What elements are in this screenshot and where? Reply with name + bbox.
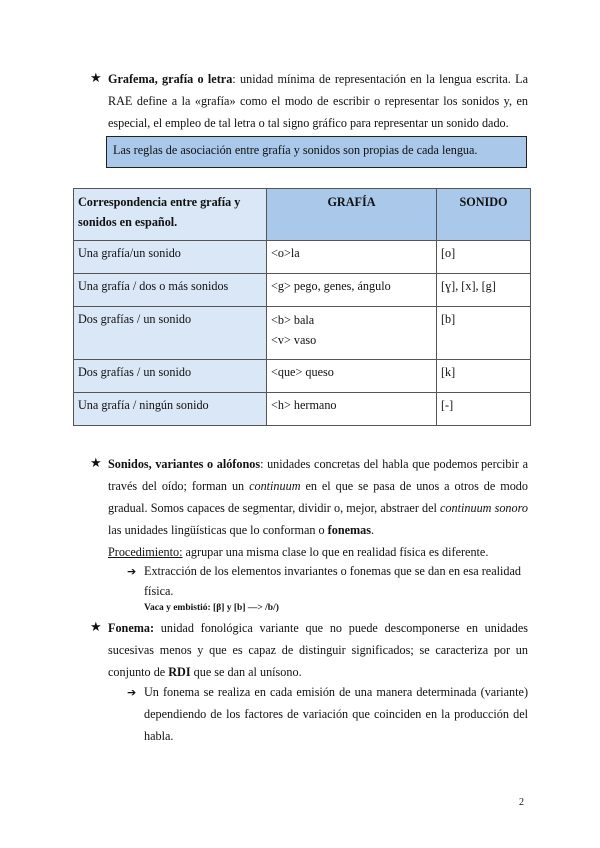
section3-line3: [108, 665, 302, 680]
section2-text2a: través del oído; forman un: [108, 479, 250, 493]
table-header-row: [74, 189, 531, 241]
table-row: [74, 393, 531, 426]
row-sonido: [o]: [437, 241, 531, 274]
term-sonidos: Sonidos, variantes o alófonos: [108, 457, 261, 471]
row-label: Una grafía / ningún sonido: [74, 393, 267, 426]
section2-text4a: las unidades lingüísticas que lo conforman o: [108, 523, 328, 537]
row-grafia: [267, 307, 437, 360]
section2-sub2: física.: [144, 584, 174, 598]
section2-line4: [108, 523, 374, 538]
highlight-text: Las reglas de asociación entre grafía y sonidos son propias de cada lengua.: [113, 143, 478, 157]
highlight-box: [106, 136, 527, 168]
section1-line3: especial, el empleo de tal letra o tal signo gráfico para representar un sonido dado.: [108, 116, 509, 130]
row-grafia: <h> hermano: [267, 393, 437, 426]
row-grafia: <g> pego, genes, ángulo: [267, 274, 437, 307]
grafia-b: <b> bala: [271, 313, 315, 327]
star-bullet-icon: ★: [90, 70, 102, 85]
procedimiento-label: Procedimiento:: [108, 545, 183, 559]
procedimiento-text: agrupar una misma clase lo que en realidad física es diferente.: [182, 545, 489, 559]
section3-sub2: dependiendo de los factores de variación que coinciden en la producción del: [144, 707, 528, 721]
section2-sub1: Extracción de los elementos invariantes o fonemas que se dan en esa realidad: [144, 564, 521, 578]
section3-line2: sucesivas menos y que es capaz de distinguir significados; se caracteriza por un: [108, 643, 528, 657]
section2-line2: [108, 479, 528, 494]
star-bullet-icon: ★: [90, 455, 102, 470]
section2-line3: [108, 501, 528, 516]
section2-text1: : unidades concretas del habla que podemos percibir a: [260, 457, 528, 471]
continuum-term: continuum: [249, 479, 301, 493]
table-row: [74, 241, 531, 274]
row-sonido: [ɣ], [x], [g]: [437, 274, 531, 307]
row-label: Una grafía / dos o más sonidos: [74, 274, 267, 307]
section3-text1: unidad fonológica variante que no puede descomponerse en unidades: [154, 621, 528, 635]
term-grafema: Grafema, grafía o letra: [108, 72, 233, 86]
table-row: [74, 274, 531, 307]
continuum-sonoro-term: continuum sonoro: [440, 501, 528, 515]
table-row: [74, 307, 531, 360]
page-number: 2: [519, 797, 524, 808]
header-sonido: SONIDO: [437, 189, 531, 241]
procedimiento-line: [108, 545, 488, 560]
row-sonido: [b]: [437, 307, 531, 360]
section3-sub1: Un fonema se realiza en cada emisión de una manera determinada (variante): [144, 685, 528, 699]
correspondence-table: [73, 188, 531, 426]
header-correspondencia: Correspondencia entre grafía y sonidos en español.: [74, 189, 267, 241]
example-line: Vaca y embistió: [β] y [b] —> /b/): [144, 603, 279, 613]
section3-sub3: habla.: [144, 729, 174, 743]
section3-text3c: que se dan al unísono.: [190, 665, 302, 679]
row-grafia: <que> queso: [267, 360, 437, 393]
section2-text2b: en el que se pasa de unos a otros de modo: [300, 479, 528, 493]
row-sonido: [-]: [437, 393, 531, 426]
header-grafia: GRAFÍA: [267, 189, 437, 241]
section1-text1: : unidad mínima de representación en la lengua escrita. La: [232, 72, 528, 86]
section3-text3a: conjunto de: [108, 665, 169, 679]
row-label: Una grafía/un sonido: [74, 241, 267, 274]
rdi-term: RDI: [168, 665, 191, 679]
table-row: [74, 360, 531, 393]
row-grafia: <o>la: [267, 241, 437, 274]
section1-line2: RAE define a la «grafía» como el modo de escribir o representar los sonidos y, en: [108, 94, 528, 108]
section1-line1: [108, 72, 528, 87]
row-label: Dos grafías / un sonido: [74, 307, 267, 360]
section2-text4c: .: [371, 523, 375, 537]
term-fonema: Fonema:: [108, 621, 155, 635]
arrow-bullet-icon: ➔: [127, 686, 137, 699]
star-bullet-icon: ★: [90, 619, 102, 634]
grafia-v: <v> vaso: [271, 333, 317, 347]
row-sonido: [k]: [437, 360, 531, 393]
row-label: Dos grafías / un sonido: [74, 360, 267, 393]
section2-line1: [108, 457, 528, 472]
fonemas-term: fonemas: [327, 523, 372, 537]
section2-text3a: gradual. Somos capaces de segmentar, dividir o, mejor, abstraer del: [108, 501, 441, 515]
arrow-bullet-icon: ➔: [127, 565, 137, 578]
section3-line1: [108, 621, 528, 636]
